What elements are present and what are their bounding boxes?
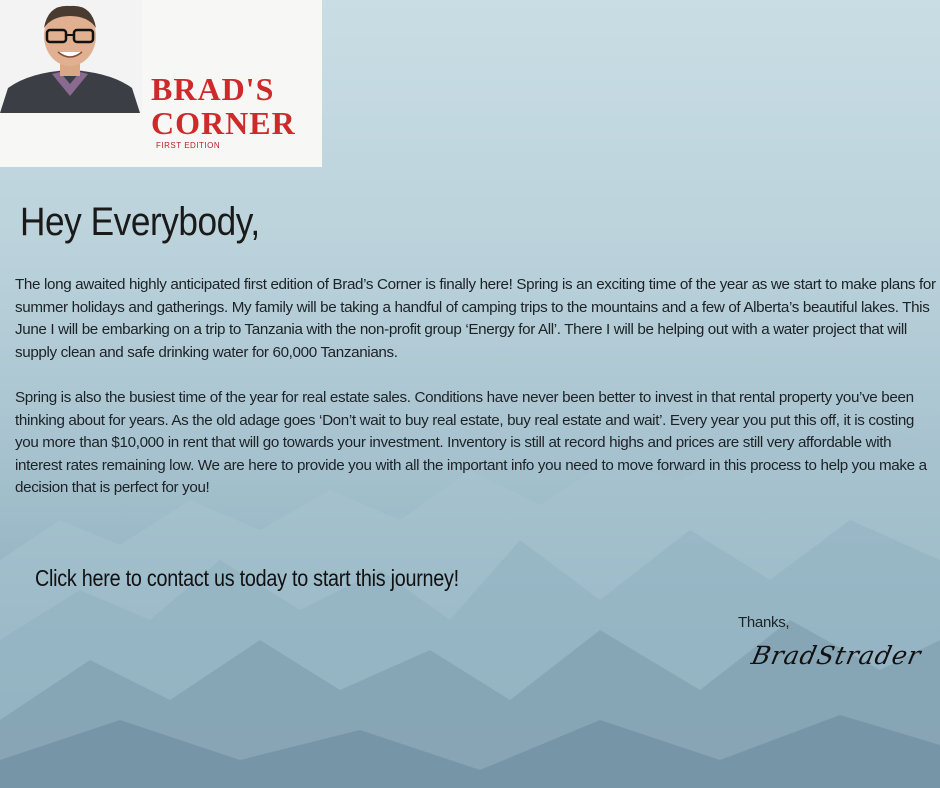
edition-label: FIRST EDITION (156, 141, 221, 150)
signature: BradStrader (748, 641, 925, 670)
header-card (0, 0, 322, 167)
author-portrait (0, 0, 142, 113)
newsletter-title: BRAD'S CORNER (151, 71, 296, 141)
greeting-heading: Hey Everybody, (20, 200, 260, 244)
contact-link[interactable]: Click here to contact us today to start this journey! (35, 565, 459, 591)
intro-paragraph: The long awaited highly anticipated first edition of Brad’s Corner is finally here! Spring is an exciting time of the year as we start to make plans for summer holidays and gatherings. My family will be taking a handful of camping trips to the mountains and a few of Alberta’s beautiful lakes. This June I will be embarking on a trip to Tanzania with the non-profit group ‘Energy for All’. There I will be helping out with a water project that will supply clean and safe drinking water for 60,000 Tanzanians. (15, 276, 936, 361)
real-estate-paragraph: Spring is also the busiest time of the year for real estate sales. Conditions have never been better to invest in that rental property you’ve been thinking about for years. As the old adage goes ‘Don’t wait to buy real estate, buy real estate and wait’. Every year you put this off, it is costing you more than $10,000 in rent that will go towards your investment. Inventory is still at record highs and prices are still very affordable with interest rates remaining low. We are here to provide you with all the important info you need to move forward in this process to help you make a decision that is perfect for you! (15, 389, 927, 497)
closing-text: Thanks, (738, 614, 790, 631)
